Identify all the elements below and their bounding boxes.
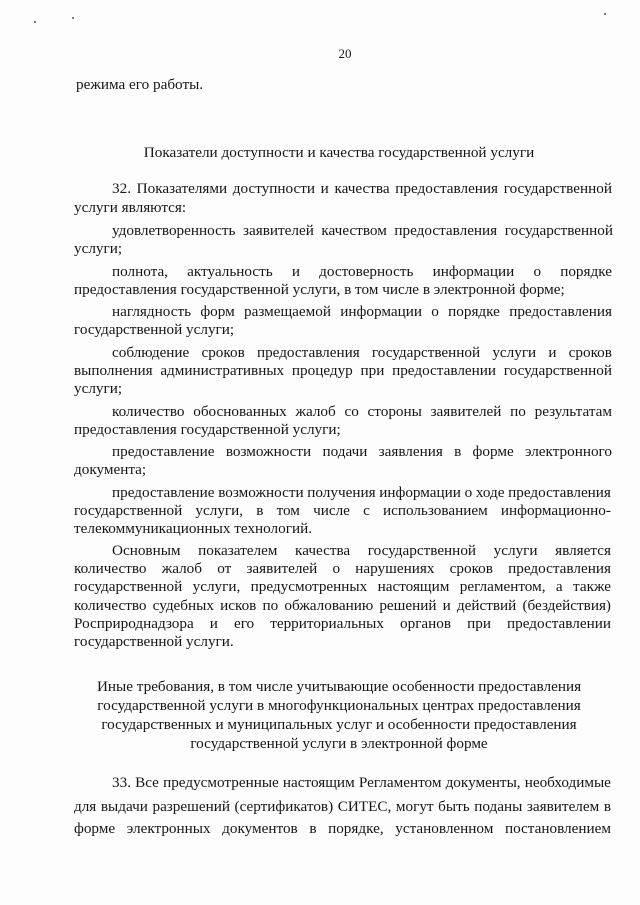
word: и — [548, 344, 557, 361]
word: документов — [222, 820, 298, 837]
word: электронных — [126, 820, 211, 837]
word: при — [467, 615, 491, 632]
word: 33. — [112, 774, 131, 791]
word: предоставлении — [392, 362, 497, 379]
word: государственной — [367, 542, 477, 559]
section-32-line: предоставления государственной услуги, в том числе в электронной форме; — [74, 281, 565, 298]
word: в — [309, 820, 317, 837]
word: возможности — [225, 443, 312, 460]
word: территориальных — [270, 615, 384, 632]
section-33-line — [112, 774, 611, 792]
word: государственной — [371, 344, 481, 361]
word: качества — [295, 542, 351, 559]
word: настоящим — [282, 774, 355, 791]
word: порядке, — [328, 820, 384, 837]
word: показателем — [198, 542, 278, 559]
word: возможности — [218, 484, 304, 501]
word: быть — [438, 798, 470, 815]
section-32-line: государственной услуги; — [74, 321, 235, 338]
intro-line: режима его работы. — [76, 76, 204, 93]
word: выдачи — [100, 798, 148, 815]
word: 32. — [112, 180, 131, 197]
word: государственной — [503, 180, 612, 197]
word: стороны — [367, 403, 422, 420]
word: том — [276, 502, 300, 519]
word: предоставления — [508, 560, 611, 577]
word: процедур — [291, 362, 353, 379]
word: заявителем — [526, 798, 600, 815]
word: со — [344, 403, 359, 420]
page-number: 20 — [338, 46, 352, 61]
word: также — [573, 578, 611, 595]
section-32-line — [74, 597, 611, 615]
word: сроков — [201, 344, 245, 361]
word: по — [510, 403, 526, 420]
word: могут — [395, 798, 434, 815]
word: и — [209, 615, 218, 632]
word: наглядность — [112, 303, 192, 320]
word: и — [291, 263, 300, 280]
word: Росприроднадзора — [74, 615, 194, 632]
word: административных — [160, 362, 285, 379]
word: информации — [379, 484, 461, 501]
word: для — [74, 798, 97, 815]
section-32-line — [112, 180, 612, 198]
word: в — [454, 443, 462, 460]
heading-line: государственной услуги в многофункциональных центрах предоставления — [97, 697, 581, 714]
word: порядке — [560, 263, 612, 280]
word: обжалованию — [284, 597, 374, 614]
word: в — [256, 502, 264, 519]
section-32-line — [74, 578, 611, 596]
word: действий — [456, 597, 517, 614]
word: полнота, — [112, 263, 168, 280]
section-32-line — [74, 502, 611, 520]
heading-line: государственных и муниципальных услуг и особенности предоставления — [101, 716, 577, 733]
word: ходе — [475, 484, 505, 501]
word: заявителей — [246, 560, 318, 577]
word: от — [217, 560, 232, 577]
word: предоставления — [509, 303, 612, 320]
section-32-line — [112, 542, 611, 560]
section-32-line — [112, 303, 612, 321]
word: доступности — [232, 180, 315, 197]
section-32-line — [112, 263, 612, 281]
word: качества — [334, 180, 390, 197]
word: форм — [200, 303, 235, 320]
word: судебных — [152, 597, 214, 614]
word: по — [262, 597, 279, 614]
word: порядке — [448, 303, 500, 320]
section-32-line — [74, 362, 612, 380]
word: о — [464, 484, 473, 501]
word: органов — [400, 615, 452, 632]
word: Основным — [112, 542, 181, 559]
word: необходимые — [524, 774, 611, 791]
heading-line: Иные требования, в том числе учитывающие особенности предоставления — [96, 678, 582, 695]
section-33-line — [74, 820, 611, 838]
word: разрешений — [152, 798, 230, 815]
word: электронного — [524, 443, 612, 460]
word: информации — [340, 303, 422, 320]
word: предусмотренные — [163, 774, 279, 791]
word: предоставлении — [507, 615, 611, 632]
section-heading: Показатели доступности и качества государственной услуги — [143, 144, 535, 161]
section-32-line: услуги; — [74, 380, 123, 397]
word: подачи — [322, 443, 368, 460]
word: его — [233, 615, 255, 632]
word: (сертификатов) — [234, 798, 334, 815]
word: достоверность — [319, 263, 414, 280]
section-32-line: предоставления государственной услуги; — [74, 421, 341, 438]
scan-speck — [604, 13, 606, 15]
word: постановлением — [504, 820, 611, 837]
word: качеством — [321, 222, 387, 239]
word: нарушениях — [355, 560, 435, 577]
word: и — [320, 180, 329, 197]
word: исков — [220, 597, 257, 614]
word: Регламентом — [358, 774, 442, 791]
word: о — [533, 263, 542, 280]
word: сроков — [568, 344, 612, 361]
word: и — [442, 597, 451, 614]
word: государственной — [74, 578, 183, 595]
word: предусмотренных — [250, 578, 368, 595]
word: при — [360, 362, 385, 379]
word: заявителей — [242, 222, 314, 239]
word: предоставления — [394, 222, 498, 239]
word: государственной — [74, 502, 183, 519]
word: количество — [74, 597, 147, 614]
word: информации — [432, 263, 515, 280]
section-32-line: услуги; — [74, 240, 123, 257]
word: государственной — [503, 362, 612, 379]
section-32-line — [112, 222, 613, 240]
section-32-line: государственной услуги. — [74, 633, 234, 650]
word: предоставление — [112, 484, 215, 501]
word: услуги, — [195, 502, 244, 519]
word: получения — [307, 484, 376, 501]
word: является — [555, 542, 611, 559]
word: заявителей — [430, 403, 502, 420]
word: удовлетворенность — [112, 222, 236, 239]
word: размещаемой — [244, 303, 331, 320]
word: форме — [74, 820, 116, 837]
word: предоставления — [395, 180, 499, 197]
word: услуги, — [192, 578, 241, 595]
word: результатам — [534, 403, 612, 420]
word: установленном — [395, 820, 494, 837]
word: предоставления — [256, 344, 360, 361]
section-32-line — [74, 560, 611, 578]
word: документы, — [445, 774, 521, 791]
word: СИТЕС, — [337, 798, 392, 815]
word: услуги — [493, 542, 538, 559]
word: государственной — [504, 222, 613, 239]
section-32-line — [112, 443, 612, 461]
word: предоставление — [112, 443, 215, 460]
word: жалоб — [295, 403, 336, 420]
section-32-line: услуги являются: — [74, 199, 187, 216]
section-32-line: телекоммуникационных технологий. — [74, 520, 313, 537]
word: числе — [313, 502, 350, 519]
word: поданы — [474, 798, 523, 815]
section-33-line — [74, 798, 611, 816]
word: о — [431, 303, 439, 320]
word: а — [555, 578, 563, 595]
word: о — [332, 560, 341, 577]
section-32-line: документа; — [74, 461, 147, 478]
section-32-line — [112, 344, 612, 362]
word: количество — [112, 403, 185, 420]
scan-speck — [72, 17, 74, 19]
word: (бездействия) — [522, 597, 611, 614]
word: услуги — [492, 344, 537, 361]
word: жалоб — [161, 560, 202, 577]
word: использованием — [382, 502, 488, 519]
word: соблюдение — [112, 344, 190, 361]
section-32-line — [74, 615, 611, 633]
word: форме — [472, 443, 514, 460]
word: Все — [135, 774, 159, 791]
word: заявления — [378, 443, 443, 460]
word: в — [603, 798, 611, 815]
word: актуальность — [187, 263, 273, 280]
heading-line: государственной услуги в электронной форме — [190, 735, 488, 752]
section-32-line — [112, 484, 611, 502]
word: выполнения — [74, 362, 153, 379]
word: обоснованных — [193, 403, 287, 420]
word: с — [363, 502, 370, 519]
section-32-line — [112, 403, 612, 421]
word: настоящим — [377, 578, 450, 595]
word: Показателями — [136, 180, 228, 197]
word: количество — [74, 560, 147, 577]
scan-speck — [34, 21, 36, 23]
word: информационно- — [500, 502, 611, 519]
word: сроков — [449, 560, 493, 577]
word: решений — [379, 597, 437, 614]
word: регламентом, — [459, 578, 546, 595]
word: предоставления — [508, 484, 611, 501]
